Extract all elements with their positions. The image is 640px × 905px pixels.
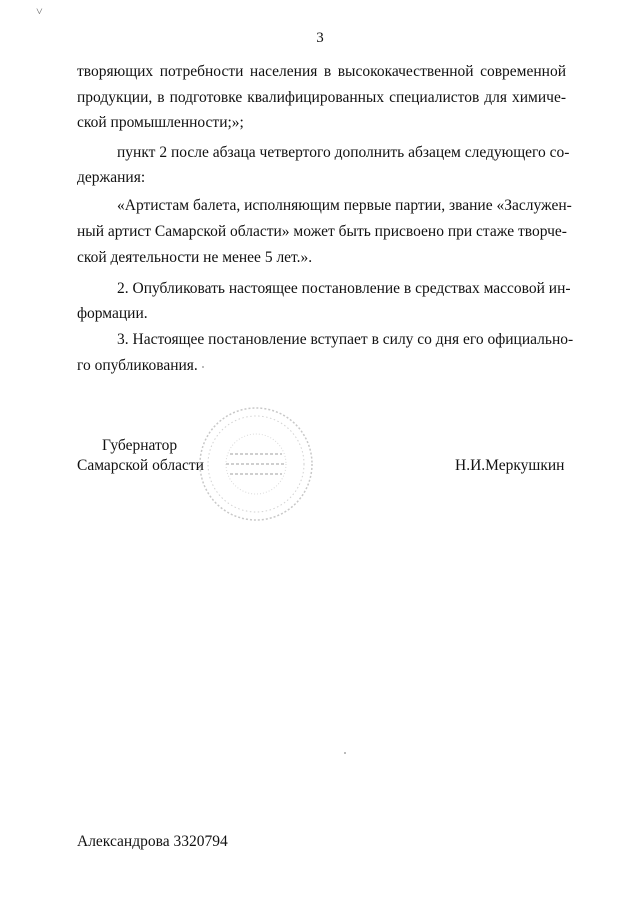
body-line: держания:	[77, 169, 146, 186]
body-line: формации.	[77, 305, 148, 322]
corner-mark: ˅	[36, 4, 43, 18]
executor-footer: Александрова 3320794	[77, 833, 228, 850]
signer-title-line1: Губернатор	[102, 437, 178, 454]
body-line: ской деятельности не менее 5 лет.».	[77, 249, 313, 266]
body-line: творяющих потребности населения в высококачественной современной	[77, 63, 566, 80]
signer-title-line2: Самарской области	[77, 457, 204, 474]
body-line: го опубликования.	[77, 357, 198, 374]
scan-speck	[202, 366, 204, 368]
body-line: 2. Опубликовать настоящее постановление в средствах массовой ин-	[117, 280, 571, 297]
body-line: ской промышленности;»;	[77, 114, 244, 131]
body-line: 3. Настоящее постановление вступает в силу со дня его официально-	[117, 331, 574, 348]
signer-name: Н.И.Меркушкин	[455, 457, 565, 474]
body-line: продукции, в подготовке квалифицированных специалистов для химиче-	[77, 89, 566, 106]
body-line: пункт 2 после абзаца четвертого дополнить абзацем следующего со-	[117, 144, 570, 161]
page-number: 3	[316, 30, 324, 46]
body-line: «Артистам балета, исполняющим первые партии, звание «Заслужен-	[117, 197, 572, 214]
official-seal-stamp	[196, 404, 316, 524]
body-line: ный артист Самарской области» может быть присвоено при стаже творче-	[77, 223, 567, 240]
scan-speck	[344, 752, 346, 754]
